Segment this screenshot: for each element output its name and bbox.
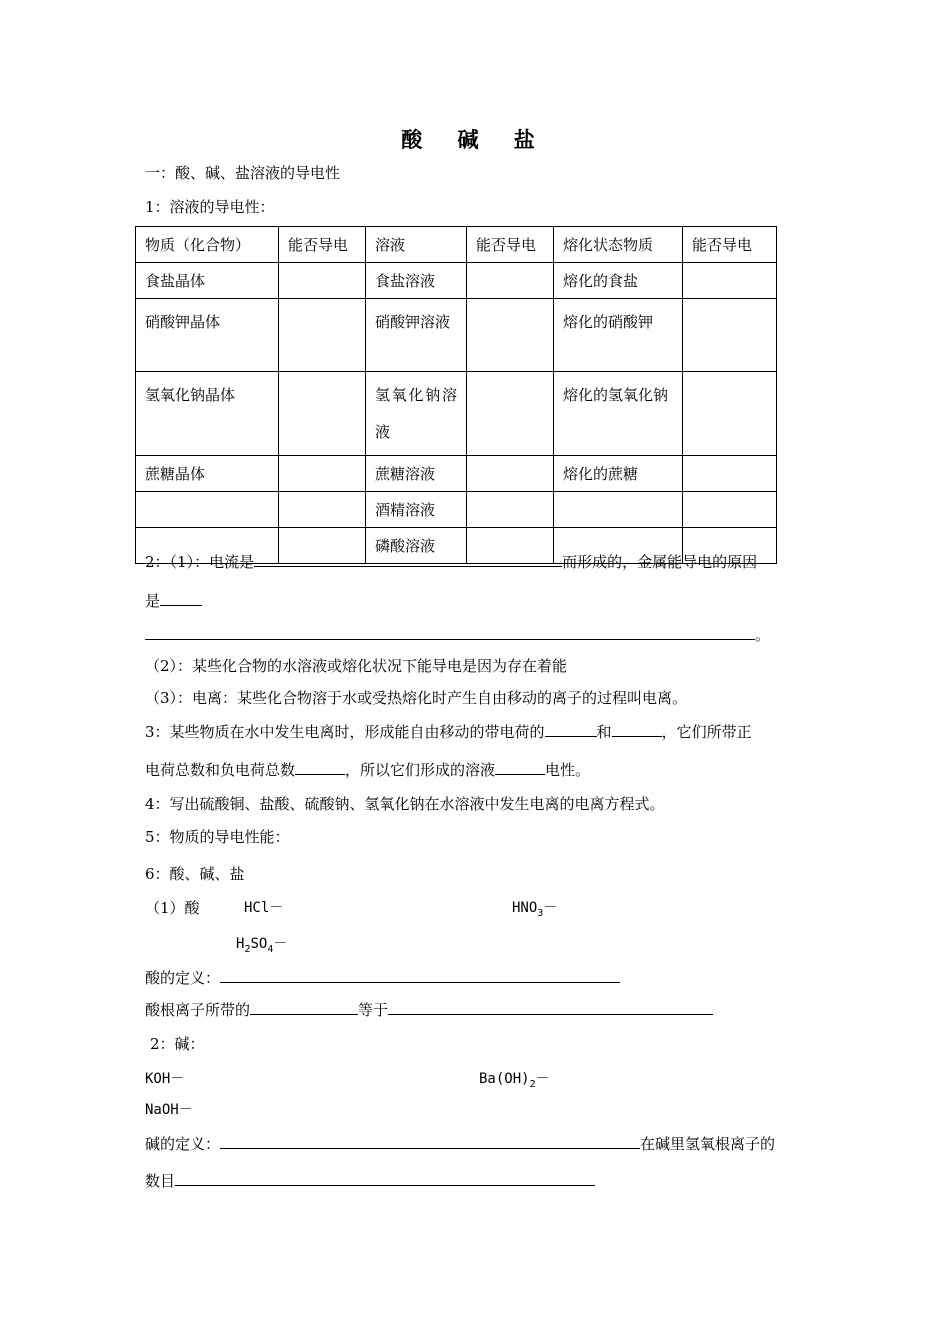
answer-cell[interactable] (683, 372, 777, 456)
formula-baoh2-sub: 2 (529, 1078, 536, 1090)
blank[interactable] (250, 1000, 358, 1015)
answer-cell[interactable] (683, 492, 777, 528)
acid-root-text-a: 酸根离子所带的 (145, 1001, 251, 1019)
q3-text-a: 3：某些物质在水中发生电离时，形成能自由移动的带电荷的 (145, 723, 545, 741)
blank[interactable] (160, 591, 202, 606)
table-cell: 蔗糖晶体 (136, 456, 279, 492)
acid-label: （1）酸 (145, 899, 200, 917)
answer-cell[interactable] (467, 372, 554, 456)
blank[interactable] (612, 722, 662, 737)
table-header-row (136, 227, 777, 263)
blank[interactable] (388, 1000, 713, 1015)
blank[interactable] (545, 722, 597, 737)
q3-line2 (145, 760, 590, 780)
table-cell: 氢氧化钠溶液 (366, 372, 467, 456)
blank[interactable] (220, 968, 620, 983)
table-cell: 硝酸钾溶液 (366, 299, 467, 372)
table-header: 能否导电 (683, 227, 777, 263)
formula-h2so4-a: H (236, 936, 245, 952)
table-cell: 磷酸溶液 (366, 528, 467, 564)
answer-cell[interactable] (683, 263, 777, 299)
table-row (136, 372, 777, 456)
q5: 5：物质的导电性能： (145, 828, 290, 846)
table-cell: 蔗糖溶液 (366, 456, 467, 492)
q3-text-b: 和 (596, 723, 612, 741)
q3-text-c: ，它们所带正 (661, 723, 752, 741)
q6-heading: 6：酸、碱、盐 (145, 865, 245, 883)
blank[interactable] (254, 552, 562, 567)
table-cell: 食盐溶液 (366, 263, 467, 299)
q2-part1-line3 (145, 625, 770, 645)
formula-baoh2-tail: － (535, 1071, 550, 1087)
table-row (136, 299, 777, 372)
page-title: 酸 碱 盐 (401, 127, 549, 152)
acid-definition-label: 酸的定义： (145, 969, 221, 987)
table-cell (136, 492, 279, 528)
answer-cell[interactable] (683, 299, 777, 372)
q2-part1 (145, 552, 757, 572)
answer-cell[interactable] (467, 299, 554, 372)
q3-text-d: 电荷总数和负电荷总数 (145, 761, 296, 779)
formula-koh: KOH－ (145, 1071, 185, 1087)
table-cell: 熔化的食盐 (554, 263, 683, 299)
table-cell: 熔化的硝酸钾 (554, 299, 683, 372)
table-cell: 熔化的蔗糖 (554, 456, 683, 492)
q3-line1 (145, 722, 752, 742)
formula-hno3-sub: 3 (537, 907, 544, 919)
table-cell: 酒精溶液 (366, 492, 467, 528)
formula-baoh2-base: Ba(OH) (479, 1071, 530, 1087)
table-header: 物质（化合物） (136, 227, 279, 263)
acid-root (145, 1000, 713, 1020)
answer-cell[interactable] (279, 492, 366, 528)
base-definition-label: 碱的定义： (145, 1135, 221, 1153)
table-cell (554, 492, 683, 528)
blank[interactable] (220, 1134, 640, 1149)
base-definition (145, 1134, 775, 1154)
blank[interactable] (495, 760, 545, 775)
q2-part1-line2-text: 是 (145, 592, 161, 610)
table-cell: 熔化的氢氧化钠 (554, 372, 683, 456)
table-header: 能否导电 (279, 227, 366, 263)
formula-hno3 (512, 898, 557, 924)
answer-cell[interactable] (279, 456, 366, 492)
blank[interactable] (295, 760, 345, 775)
table-row (136, 492, 777, 528)
base-label: 2：碱： (150, 1035, 205, 1053)
q4: 4：写出硫酸铜、盐酸、硫酸钠、氢氧化钠在水溶液中发生电离的电离方程式。 (145, 795, 665, 813)
base-definition-tail: 在碱里氢氧根离子的 (640, 1135, 776, 1153)
answer-cell[interactable] (683, 456, 777, 492)
conductivity-table (135, 226, 777, 564)
answer-cell[interactable] (467, 456, 554, 492)
answer-cell[interactable] (467, 492, 554, 528)
formula-h2so4-tail: － (273, 936, 288, 952)
formula-hno3-tail: － (543, 900, 558, 916)
q2-part3: （3）：电离：某些化合物溶于水或受热熔化时产生自由移动的离子的过程叫电离。 (145, 689, 688, 707)
q2-part1-end: 。 (755, 626, 771, 644)
formula-h2so4 (236, 934, 287, 960)
q2-part1-suffix: 而形成的，金属能导电的原因 (562, 553, 758, 571)
table-header: 溶液 (366, 227, 467, 263)
table-cell: 氢氧化钠晶体 (136, 372, 279, 456)
subheading-conductivity: 1：溶液的导电性： (145, 198, 275, 216)
table-header: 熔化状态物质 (554, 227, 683, 263)
base-definition-line2 (145, 1171, 595, 1191)
q2-part2: （2）：某些化合物的水溶液或熔化状况下能导电是因为存在着能 (145, 657, 568, 675)
blank[interactable] (145, 625, 755, 640)
q3-text-f: 电性。 (545, 761, 591, 779)
table-row (136, 263, 777, 299)
answer-cell[interactable] (467, 263, 554, 299)
formula-naoh: NaOH－ (145, 1102, 193, 1118)
acid-definition (145, 968, 620, 988)
formula-hcl: HCl－ (244, 900, 284, 916)
q2-part1-prefix: 2：（1）：电流是 (145, 553, 255, 571)
formula-baoh2 (479, 1069, 550, 1095)
formula-h2so4-sub1: 2 (244, 943, 251, 955)
formula-hno3-base: HNO (512, 900, 538, 916)
answer-cell[interactable] (279, 263, 366, 299)
table-cell: 硝酸钾晶体 (136, 299, 279, 372)
answer-cell[interactable] (279, 372, 366, 456)
section-heading: 一：酸、碱、盐溶液的导电性 (145, 164, 341, 182)
q3-text-e: ，所以它们形成的溶液 (345, 761, 496, 779)
q2-part1-line2 (145, 591, 202, 611)
answer-cell[interactable] (279, 299, 366, 372)
table-cell: 食盐晶体 (136, 263, 279, 299)
blank[interactable] (175, 1171, 595, 1186)
table-header: 能否导电 (467, 227, 554, 263)
formula-h2so4-sub2: 4 (267, 943, 274, 955)
base-definition-line2-text: 数目 (145, 1172, 176, 1190)
formula-h2so4-b: SO (250, 936, 268, 952)
table-row (136, 456, 777, 492)
acid-root-text-b: 等于 (358, 1001, 389, 1019)
